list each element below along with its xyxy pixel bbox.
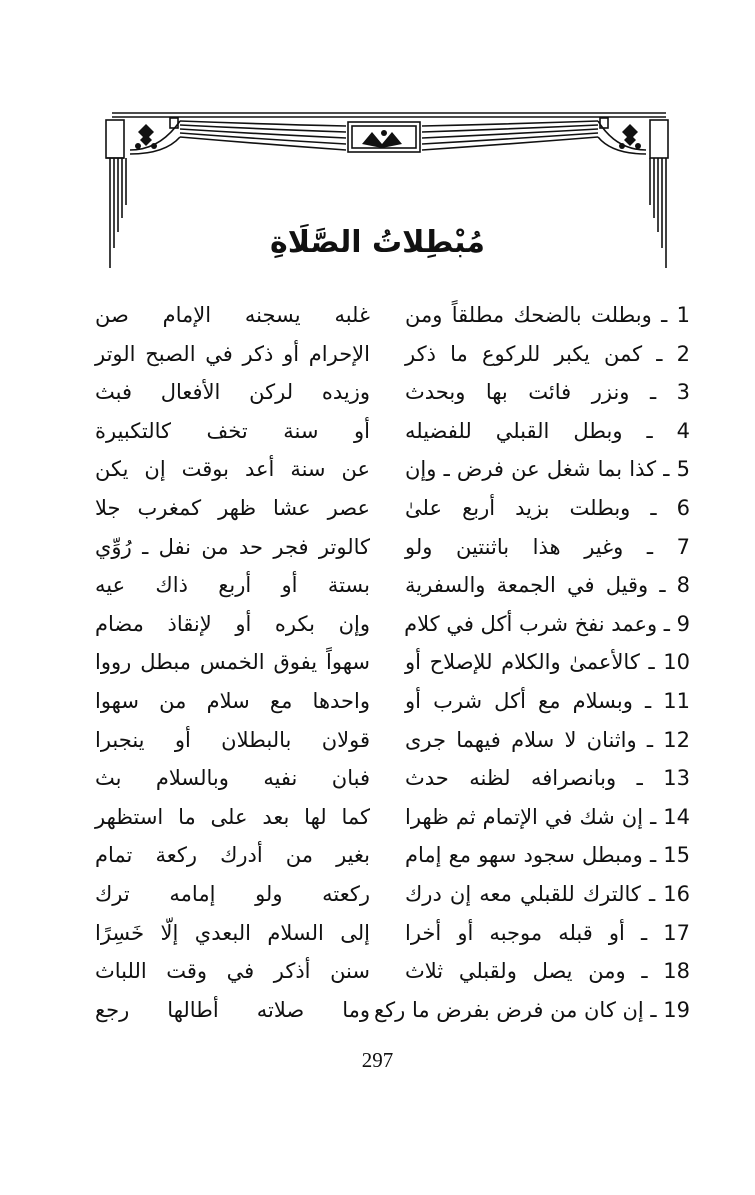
verse-second-hemistich: بستة أو أربع ذاك عيه [95, 573, 370, 598]
verse-second-hemistich: عصر عشا ظهر كمغرب جلا [95, 495, 370, 520]
verse-row [0, 412, 755, 451]
verse-second-hemistich: إلى السلام البعدي إلّا خَسِرًا [95, 920, 370, 945]
chapter-title: مُبْطِلاتُ الصَّلَاةِ [269, 225, 485, 260]
verse-row [0, 836, 755, 875]
verse-second-hemistich: كما لها بعد على ما استظهر [95, 804, 370, 829]
verse-first-hemistich: 6 ـ وبطلت بزيد أربع علىٰ [405, 495, 690, 520]
verse-first-hemistich: 15 ـ ومبطل سجود سهو مع إمام [405, 843, 690, 868]
verse-first-hemistich: 19 ـ إن كان من فرض بفرض ما ركع [373, 997, 690, 1022]
verse-second-hemistich: واحدها مع سلام من سهوا [95, 688, 370, 713]
verse-row [0, 528, 755, 567]
verse-first-hemistich: 7 ـ وغير هذا باثنتين ولو [405, 534, 690, 559]
verse-row [0, 450, 755, 489]
verse-second-hemistich: فبان نفيه وبالسلام بث [95, 766, 370, 791]
verse-second-hemistich: قولان بالبطلان أو ينجبرا [95, 727, 370, 752]
verse-row [0, 721, 755, 760]
verse-second-hemistich: وزيده لركن الأفعال فبث [95, 380, 370, 405]
verse-row [0, 759, 755, 798]
verse-second-hemistich: أو سنة تخف كالتكبيرة [95, 418, 370, 443]
verse-first-hemistich: 10 ـ كالأعمىٰ والكلام للإصلاح أو [405, 650, 690, 675]
verse-first-hemistich: 1 ـ وبطلت بالضحك مطلقاً ومن [405, 303, 690, 327]
verse-row [0, 373, 755, 412]
verse-row [0, 643, 755, 682]
verse-first-hemistich: 4 ـ وبطل القبلي للفضيله [405, 418, 690, 443]
verse-row [0, 605, 755, 644]
verse-second-hemistich: كالوتر فجر حد من نفل ـ رُوِّي [95, 534, 370, 559]
verse-row [0, 798, 755, 837]
verse-second-hemistich: بغير من أدرك ركعة تمام [95, 843, 370, 868]
verse-second-hemistich: عن سنة أعد بوقت إن يكن [95, 457, 370, 482]
verse-row [0, 489, 755, 528]
verse-row [0, 296, 755, 335]
verse-second-hemistich: الإحرام أو ذكر في الصبح الوتر [95, 341, 370, 366]
verse-first-hemistich: 16 ـ كالترك للقبلي معه إن درك [405, 881, 690, 906]
verse-first-hemistich: 8 ـ وقيل في الجمعة والسفرية [405, 573, 690, 598]
verse-row [0, 875, 755, 914]
verse-second-hemistich: سنن أذكر في وقت اللباث [95, 959, 370, 984]
verse-row [0, 952, 755, 991]
verse-row [0, 991, 755, 1030]
verse-first-hemistich: 17 ـ أو قبله موجبه أو أخرا [405, 920, 690, 945]
verse-row [0, 682, 755, 721]
verse-row [0, 914, 755, 953]
verse-first-hemistich: 18 ـ ومن يصل ولقبلي ثلاث [405, 959, 690, 984]
verse-second-hemistich: وما صلاته أطالها رجع [95, 997, 370, 1022]
verse-list [0, 296, 755, 1029]
verse-first-hemistich: 9 ـ وعمد نفخ شرب أكل في كلام [404, 611, 690, 636]
verse-first-hemistich: 5 ـ كذا بما شغل عن فرض ـ وإن [405, 457, 690, 482]
verse-first-hemistich: 13 ـ وبانصرافه لظنه حدث [405, 766, 690, 791]
verse-second-hemistich: سهواً يفوق الخمس مبطل رووا [95, 650, 370, 675]
verse-row [0, 335, 755, 374]
verse-first-hemistich: 3 ـ ونزر فائت بها وبحدث [405, 380, 690, 405]
verse-first-hemistich: 2 ـ كمن يكبر للركوع ما ذكر [405, 341, 690, 366]
verse-second-hemistich: غلبه يسجنه الإمام صن [95, 303, 370, 327]
page-number: 297 [361, 1048, 394, 1072]
verse-second-hemistich: وإن بكره أو لإنقاذ مضام [95, 611, 370, 636]
verse-row [0, 566, 755, 605]
verse-first-hemistich: 14 ـ إن شك في الإتمام ثم ظهرا [405, 804, 690, 829]
verse-first-hemistich: 12 ـ واثنان لا سلام فيهما جرى [405, 727, 690, 752]
verse-second-hemistich: ركعته ولو إمامه ترك [95, 881, 370, 906]
verse-first-hemistich: 11 ـ وبسلام مع أكل شرب أو [405, 688, 690, 713]
